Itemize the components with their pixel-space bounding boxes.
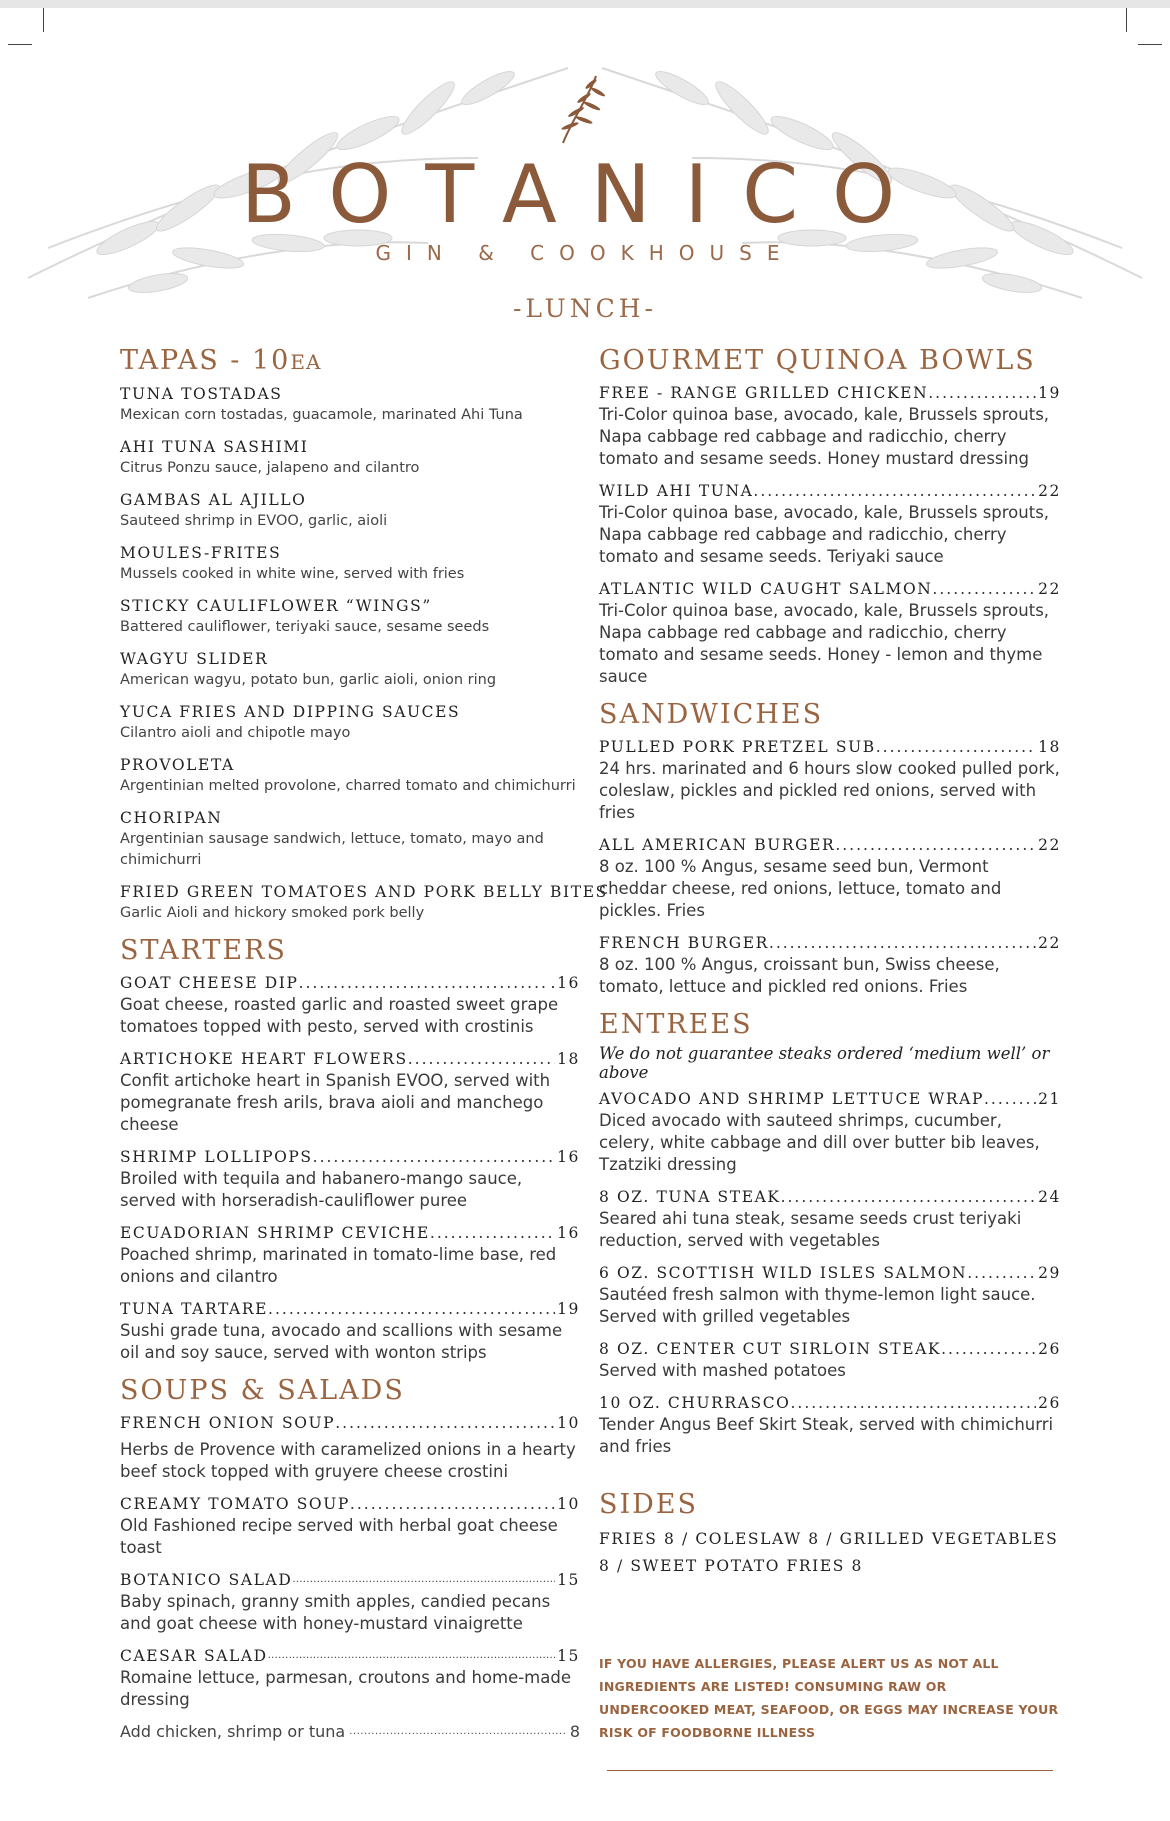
addon-protein (120, 1721, 580, 1743)
item-price: 10 (557, 1414, 580, 1432)
item-desc: Broiled with tequila and habanero-mango sauce, served with horseradish-cauliflower puree (120, 1169, 523, 1210)
right-column (599, 344, 1061, 1744)
menu-item (599, 480, 1061, 568)
allergy-notice: IF YOU HAVE ALLERGIES, PLEASE ALERT US AS NOT ALL INGREDIENTS ARE LISTED! CONSUMING RAW OR UNDERCOOKED MEAT, SEAFOOD, OR EGGS MAY INCREASE YOUR RISK OF FOODBORNE ILLNESS (599, 1656, 1059, 1740)
item-price: 24 (1038, 1188, 1061, 1206)
item-name: ALL AMERICAN BURGER (599, 836, 836, 854)
item-name: TUNA TOSTADAS (120, 385, 283, 403)
item-desc: Battered cauliflower, teriyaki sauce, sesame seeds (120, 619, 490, 635)
item-name: PULLED PORK PRETZEL SUB (599, 738, 876, 756)
item-desc: Confit artichoke heart in Spanish EVOO, served with pomegranate fresh arils, brava aioli and manchego cheese (120, 1071, 551, 1134)
item-name: 10 OZ. CHURRASCO (599, 1394, 791, 1412)
item-price: 19 (557, 1300, 580, 1318)
item-price: 29 (1038, 1264, 1061, 1282)
item-desc: Sushi grade tuna, avocado and scallions with sesame oil and soy sauce, served with wonton strips (120, 1321, 563, 1362)
tapas-list (120, 383, 608, 924)
item-desc: Garlic Aioli and hickory smoked pork belly (120, 905, 425, 921)
item-desc: Herbs de Provence with caramelized onions in a hearty beef stock topped with gruyere cheese crostini (120, 1440, 576, 1481)
menu-item (120, 1493, 580, 1559)
section-title-sandwiches: SANDWICHES (599, 699, 824, 730)
item-name: FRIED GREEN TOMATOES AND PORK BELLY BITES (120, 883, 608, 901)
section-title-sides: SIDES (599, 1489, 699, 1520)
addon-label: Add chicken, shrimp or tuna (120, 1722, 346, 1741)
menu-item (120, 1298, 580, 1364)
brand-logo (8, 148, 1162, 241)
item-price: 16 (557, 1224, 580, 1242)
item-desc: 8 oz. 100 % Angus, sesame seed bun, Vermont cheddar cheese, red onions, lettuce, tomato and pickles. Fries (599, 857, 1002, 920)
item-desc: American wagyu, potato bun, garlic aioli, onion ring (120, 672, 497, 688)
item-name: FRENCH ONION SOUP (120, 1414, 336, 1432)
item-price: 16 (557, 1148, 580, 1166)
menu-item (120, 701, 580, 744)
item-price: 15 (557, 1571, 580, 1589)
item-desc: Tri-Color quinoa base, avocado, kale, Brussels sprouts, Napa cabbage red cabbage and radicchio, cherry tomato and sesame seeds. Teriyaki sauce (599, 503, 1050, 566)
menu-item (599, 382, 1061, 470)
item-name: ARTICHOKE HEART FLOWERS (120, 1050, 408, 1068)
item-desc: Citrus Ponzu sauce, jalapeno and cilantro (120, 460, 420, 476)
menu-item (120, 648, 580, 691)
menu-item (120, 1146, 580, 1212)
menu-item (599, 834, 1061, 922)
item-desc: Served with mashed potatoes (599, 1361, 846, 1380)
item-price: 19 (1038, 384, 1061, 402)
item-name: STICKY CAULIFLOWER “WINGS” (120, 597, 432, 615)
menu-item (599, 1088, 1061, 1176)
menu-item (120, 436, 580, 479)
item-name: CAESAR SALAD (120, 1647, 268, 1665)
item-desc: Old Fashioned recipe served with herbal goat cheese toast (120, 1516, 558, 1557)
item-name: 8 OZ. TUNA STEAK (599, 1188, 781, 1206)
item-desc: Romaine lettuce, parmesan, croutons and home-made dressing (120, 1668, 571, 1709)
section-title-entrees: ENTREES (599, 1009, 753, 1040)
menu-item (120, 383, 580, 426)
tapas-title: TAPAS - 10 (120, 345, 291, 376)
item-name: ECUADORIAN SHRIMP CEVICHE (120, 1224, 430, 1242)
menu-item (599, 1392, 1061, 1458)
item-desc: Tender Angus Beef Skirt Steak, served with chimichurri and fries (599, 1415, 1054, 1456)
item-desc: 24 hrs. marinated and 6 hours slow cooked pulled pork, coleslaw, pickles and pickled red onions, served with fries (599, 759, 1060, 822)
item-desc: Tri-Color quinoa base, avocado, kale, Brussels sprouts, Napa cabbage red cabbage and radicchio, cherry tomato and sesame seeds. Honey mustard dressing (599, 405, 1050, 468)
item-price: 21 (1038, 1090, 1061, 1108)
section-title-tapas (120, 344, 580, 379)
section-title-quinoa-bowls: GOURMET QUINOA BOWLS (599, 345, 1036, 376)
item-name: FREE - RANGE GRILLED CHICKEN (599, 384, 929, 402)
item-desc: Goat cheese, roasted garlic and roasted sweet grape tomatoes topped with pesto, served with crostinis (120, 995, 559, 1036)
steak-disclaimer: We do not guarantee steaks ordered ‘medium well’ or above (599, 1044, 1050, 1082)
menu-item (599, 736, 1061, 824)
item-desc: Argentinian melted provolone, charred tomato and chimichurri (120, 778, 576, 794)
section-title-starters: STARTERS (120, 935, 287, 966)
addon-price: 8 (569, 1722, 580, 1741)
item-name: ATLANTIC WILD CAUGHT SALMON (599, 580, 933, 598)
menu-item (599, 578, 1061, 688)
menu-item (120, 1222, 580, 1288)
item-desc: Seared ahi tuna steak, sesame seeds crust teriyaki reduction, served with vegetables (599, 1209, 1022, 1250)
item-desc: Sauteed shrimp in EVOO, garlic, aioli (120, 513, 388, 529)
page-shadow (0, 0, 1170, 8)
item-name: CHORIPAN (120, 809, 223, 827)
item-price: 18 (1038, 738, 1061, 756)
item-name: SHRIMP LOLLIPOPS (120, 1148, 313, 1166)
item-desc: Diced avocado with sauteed shrimps, cucumber, celery, white cabbage and dill over butter bib leaves, Tzatziki dressing (599, 1111, 1040, 1174)
menu-item (120, 489, 580, 532)
item-price: 15 (557, 1647, 580, 1665)
menu-item (120, 881, 608, 924)
item-name: GOAT CHEESE DIP (120, 974, 299, 992)
menu-item (120, 807, 580, 871)
item-price: 22 (1038, 934, 1061, 952)
menu-item (120, 542, 580, 585)
item-desc: 8 oz. 100 % Angus, croissant bun, Swiss cheese, tomato, lettuce and pickled red onions. Fries (599, 955, 1000, 996)
item-name: 8 OZ. CENTER CUT SIRLOIN STEAK (599, 1340, 942, 1358)
menu-item (599, 1186, 1061, 1252)
section-title-soups-salads: SOUPS & SALADS (120, 1375, 405, 1406)
menu-item (599, 1338, 1061, 1382)
item-price: 10 (557, 1495, 580, 1513)
item-price: 22 (1038, 836, 1061, 854)
item-name: MOULES-FRITES (120, 544, 282, 562)
item-desc: Cilantro aioli and chipotle mayo (120, 725, 351, 741)
left-column (120, 344, 608, 1743)
menu-item (120, 972, 580, 1038)
item-desc: Sautéed fresh salmon with thyme-lemon light sauce. Served with grilled vegetables (599, 1285, 1036, 1326)
item-name: 6 OZ. SCOTTISH WILD ISLES SALMON (599, 1264, 968, 1282)
item-price: 18 (557, 1050, 580, 1068)
sides-list: FRIES 8 / COLESLAW 8 / GRILLED VEGETABLES 8 / SWEET POTATO FRIES 8 (599, 1530, 1059, 1575)
item-name: WAGYU SLIDER (120, 650, 269, 668)
menu-item (599, 1262, 1061, 1328)
menu-item (120, 1048, 580, 1136)
tapas-title-suffix: EA (290, 350, 322, 374)
menu-item (120, 1569, 580, 1635)
item-name: FRENCH BURGER (599, 934, 769, 952)
brand-name: BOTANICO (240, 148, 930, 241)
item-name: YUCA FRIES AND DIPPING SAUCES (120, 703, 461, 721)
item-name: GAMBAS AL AJILLO (120, 491, 307, 509)
menu-page (8, 8, 1162, 1821)
item-name: PROVOLETA (120, 756, 235, 774)
footer-rule (607, 1770, 1053, 1771)
item-desc: Baby spinach, granny smith apples, candied pecans and goat cheese with honey-mustard vinaigrette (120, 1592, 551, 1633)
item-name: AVOCADO AND SHRIMP LETTUCE WRAP (599, 1090, 984, 1108)
item-price: 26 (1038, 1340, 1061, 1358)
item-price: 26 (1038, 1394, 1061, 1412)
item-desc: Mussels cooked in white wine, served with fries (120, 566, 465, 582)
menu-item (599, 932, 1061, 998)
item-price: 22 (1038, 482, 1061, 500)
brand-tagline: GIN & COOKHOUSE (375, 241, 795, 265)
item-name: TUNA TARTARE (120, 1300, 269, 1318)
item-desc: Argentinian sausage sandwich, lettuce, tomato, mayo and chimichurri (120, 831, 544, 868)
menu-title: -LUNCH- (512, 294, 657, 323)
item-desc: Mexican corn tostadas, guacamole, marinated Ahi Tuna (120, 407, 523, 423)
menu-item (120, 595, 580, 638)
menu-item (120, 1412, 580, 1483)
item-name: BOTANICO SALAD (120, 1571, 293, 1589)
menu-item (120, 1645, 580, 1711)
item-name: AHI TUNA SASHIMI (120, 438, 309, 456)
item-name: CREAMY TOMATO SOUP (120, 1495, 350, 1513)
item-price: 22 (1038, 580, 1061, 598)
item-name: WILD AHI TUNA (599, 482, 754, 500)
item-desc: Tri-Color quinoa base, avocado, kale, Brussels sprouts, Napa cabbage red cabbage and radicchio, cherry tomato and sesame seeds. Honey - lemon and thyme sauce (599, 601, 1050, 686)
menu-item (120, 754, 580, 797)
item-price: .16 (550, 974, 580, 992)
item-desc: Poached shrimp, marinated in tomato-lime base, red onions and cilantro (120, 1245, 557, 1286)
